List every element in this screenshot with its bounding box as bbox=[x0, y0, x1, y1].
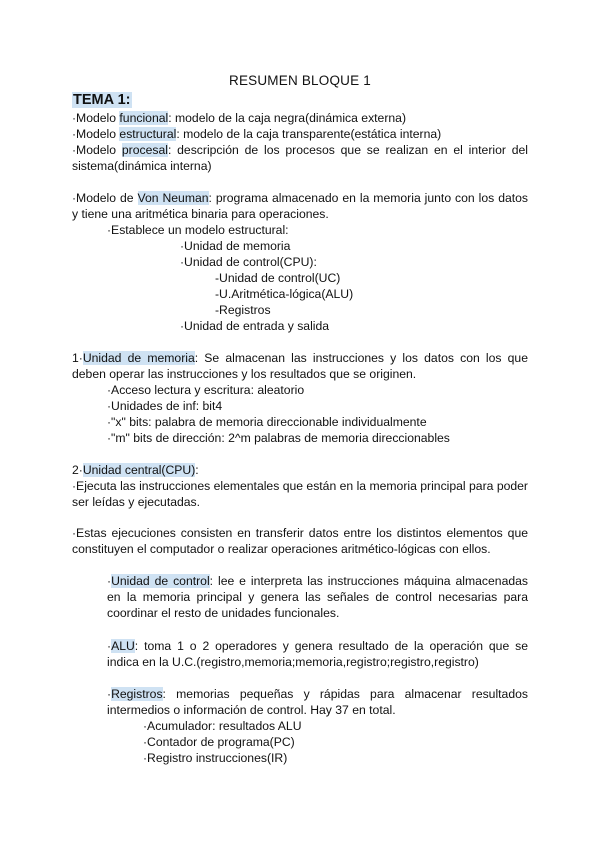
term-unidad-memoria: Unidad de memoria bbox=[82, 351, 195, 365]
term-von-neuman: Von Neuman bbox=[137, 191, 209, 205]
modelo-estructural-line bbox=[72, 126, 528, 142]
unidad-memoria-line: ·Unidad de memoria bbox=[180, 239, 291, 253]
registros-item: ·Contador de programa(PC) bbox=[143, 735, 295, 749]
text-prefix: · bbox=[107, 687, 112, 701]
control-paragraph bbox=[107, 573, 528, 621]
sub-item-registros: -Registros bbox=[215, 303, 271, 317]
text-rest: : lee e interpreta las instrucciones máquina almacenadas bbox=[209, 574, 528, 588]
text-prefix: ·Modelo de bbox=[72, 191, 138, 205]
term-funcional: funcional bbox=[119, 111, 169, 125]
memoria-item: ·"m" bits de dirección: 2^m palabras de memoria direccionables bbox=[107, 431, 450, 445]
text-prefix: ·Modelo bbox=[72, 127, 120, 141]
central-ejec-paragraph bbox=[72, 525, 528, 557]
registros-item: ·Registro instrucciones(IR) bbox=[143, 751, 288, 765]
text-prefix: ·Modelo bbox=[72, 111, 120, 125]
central-heading-line bbox=[72, 462, 199, 478]
registros-paragraph bbox=[107, 686, 528, 718]
establece-line: ·Establece un modelo estructural: bbox=[107, 223, 289, 237]
paragraph-line bbox=[72, 142, 528, 158]
text-rest: : toma 1 o 2 operadores y genera resultado de la operación que se bbox=[134, 639, 528, 653]
memoria-item: ·Unidades de inf: bit4 bbox=[107, 399, 223, 413]
von-neuman-paragraph bbox=[72, 190, 528, 222]
paragraph-line: ser leídas y ejecutadas. bbox=[72, 495, 201, 509]
sub-item-alu: -U.Aritmética-lógica(ALU) bbox=[215, 287, 354, 301]
memoria-paragraph bbox=[72, 350, 528, 382]
modelo-procesal-paragraph bbox=[72, 142, 528, 174]
paragraph-line bbox=[107, 686, 528, 702]
term-estructural: estructural bbox=[119, 127, 177, 141]
paragraph-line bbox=[72, 190, 528, 206]
unidad-es-line: ·Unidad de entrada y salida bbox=[180, 319, 330, 333]
text-rest: : descripción de los procesos que se realizan en el interior del bbox=[167, 143, 529, 157]
text-rest: : modelo de la caja negra(dinámica externa) bbox=[168, 111, 407, 125]
memoria-item: ·Acceso lectura y escritura: aleatorio bbox=[107, 383, 305, 397]
text-prefix: 2· bbox=[72, 463, 83, 477]
term-unidad-control: Unidad de control bbox=[111, 574, 210, 588]
alu-paragraph bbox=[107, 638, 528, 670]
paragraph-line bbox=[107, 573, 528, 589]
text-rest: : Se almacenan las instrucciones y los datos con los que bbox=[194, 351, 528, 365]
text-prefix: · bbox=[107, 574, 112, 588]
modelo-funcional-line bbox=[72, 110, 528, 126]
text-rest: : memorias pequeñas y rápidas para almacenar resultados bbox=[162, 687, 528, 701]
paragraph-line: deben operar las instrucciones y los resultados que se originen. bbox=[72, 367, 417, 381]
paragraph-line: constituyen el computador o realizar operaciones aritmético-lógicas con ellos. bbox=[72, 542, 491, 556]
text-suffix: : bbox=[195, 463, 199, 477]
text-prefix: 1· bbox=[72, 351, 83, 365]
term-unidad-central: Unidad central(CPU) bbox=[82, 463, 196, 477]
section-heading-tema1: TEMA 1: bbox=[73, 92, 131, 108]
paragraph-line bbox=[72, 350, 528, 366]
paragraph-line: ·Estas ejecuciones consisten en transferir datos entre los distintos elementos que bbox=[72, 526, 528, 540]
text-rest: : programa almacenado en la memoria junto con los datos bbox=[208, 191, 529, 205]
text-prefix: · bbox=[107, 639, 112, 653]
sub-item-uc: -Unidad de control(UC) bbox=[215, 271, 341, 285]
paragraph-line: ·Ejecuta las instrucciones elementales que están en la memoria principal para poder bbox=[72, 479, 528, 493]
paragraph-line: indica en la U.C.(registro,memoria;memoria,registro;registro,registro) bbox=[107, 655, 479, 669]
paragraph-line: en la memoria principal y genera las señales de control necesarias para bbox=[107, 590, 528, 604]
registros-item: ·Acumulador: resultados ALU bbox=[143, 719, 302, 733]
paragraph-line: y tiene una aritmética binaria para operaciones. bbox=[72, 207, 329, 221]
central-desc-paragraph bbox=[72, 478, 528, 510]
text-prefix: ·Modelo bbox=[72, 143, 122, 157]
term-alu: ALU bbox=[111, 639, 135, 653]
paragraph-line: coordinar el resto de unidades funcionales. bbox=[107, 606, 340, 620]
unidad-control-line: ·Unidad de control(CPU): bbox=[180, 255, 317, 269]
term-registros: Registros bbox=[111, 687, 163, 701]
memoria-item: ·"x" bits: palabra de memoria direccionable individualmente bbox=[107, 415, 427, 429]
text-rest: : modelo de la caja transparente(estática interna) bbox=[176, 127, 442, 141]
document-title: RESUMEN BLOQUE 1 bbox=[229, 73, 371, 88]
term-procesal: procesal bbox=[121, 143, 168, 157]
paragraph-line bbox=[107, 638, 528, 654]
paragraph-line: sistema(dinámica interna) bbox=[72, 159, 212, 173]
paragraph-line: intermedios o información de control. Hay 37 en total. bbox=[107, 703, 396, 717]
